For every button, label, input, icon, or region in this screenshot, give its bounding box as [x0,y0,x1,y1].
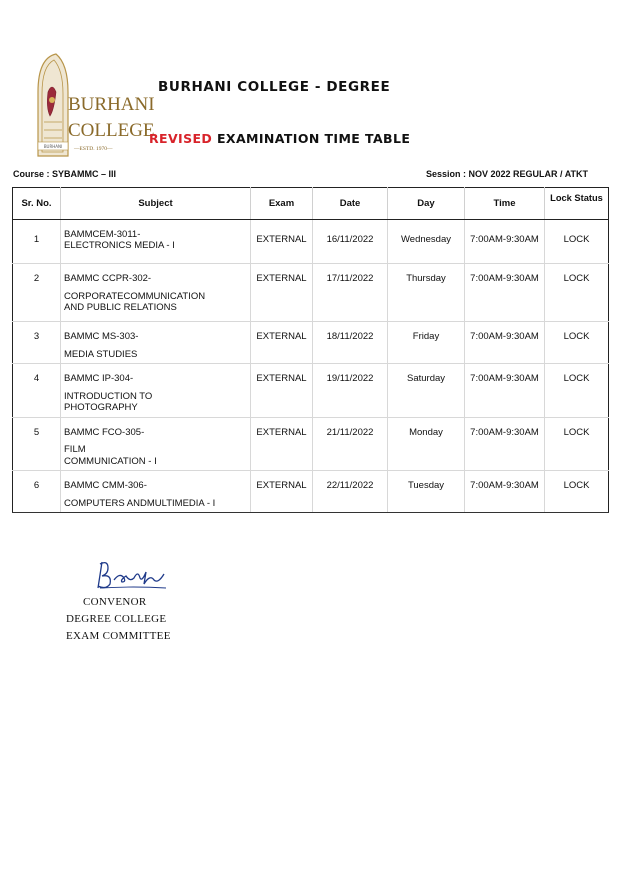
day-cell: Friday [388,322,465,364]
college-logo [30,52,155,158]
sr-no-cell: 3 [13,322,61,364]
exam-cell: EXTERNAL [251,220,313,264]
date-cell: 18/11/2022 [313,322,388,364]
subject-cell [61,417,251,471]
subject-code: BAMMCEM-3011- [64,228,141,240]
session-label: Session : NOV 2022 REGULAR / ATKT [426,169,589,179]
subject-cell [61,322,251,364]
sr-no-cell: 4 [13,364,61,418]
convenor-label: CONVENOR [83,596,147,608]
col-header-date: Date [313,188,388,220]
subject-name: MEDIA STUDIES [64,348,138,360]
time-cell: 7:00AM-9:30AM [465,471,545,513]
exam-cell: EXTERNAL [251,264,313,322]
subject-name: ELECTRONICS MEDIA - I [64,240,175,251]
day-cell: Saturday [388,364,465,418]
col-header-day: Day [388,188,465,220]
subject-name: COMPUTERS ANDMULTIMEDIA - I [64,497,216,509]
subject-cell [61,471,251,513]
table-header-row [13,188,609,220]
day-cell: Thursday [388,264,465,322]
degree-college-label: DEGREE COLLEGE [66,613,167,625]
subject-cell [61,264,251,322]
lock-status-cell: LOCK [545,471,609,513]
exam-committee-label: EXAM COMMITTEE [66,630,171,642]
sr-no-cell: 5 [13,417,61,471]
day-cell: Tuesday [388,471,465,513]
col-header-sr-no: Sr. No. [13,188,61,220]
subject-code: BAMMC IP-304- [64,373,134,384]
exam-cell: EXTERNAL [251,364,313,418]
lock-status-cell: LOCK [545,417,609,471]
col-header-time: Time [465,188,545,220]
date-cell: 16/11/2022 [313,220,388,264]
svg-text:BURHANI: BURHANI [43,144,63,149]
college-name: BURHANI COLLEGE - DEGREE [158,79,391,95]
exam-cell: EXTERNAL [251,417,313,471]
day-cell: Monday [388,417,465,471]
logo-estd: —ESTD. 1970— [74,146,113,152]
subject-code: BAMMC FCO-305- [64,426,145,438]
revised-label: REVISED [149,131,213,146]
time-cell: 7:00AM-9:30AM [465,264,545,322]
timetable-title [149,131,410,146]
date-cell: 19/11/2022 [313,364,388,418]
date-cell: 22/11/2022 [313,471,388,513]
time-cell: 7:00AM-9:30AM [465,322,545,364]
time-cell: 7:00AM-9:30AM [465,364,545,418]
subject-cell [61,220,251,264]
timetable-title-text: EXAMINATION TIME TABLE [212,131,411,146]
exam-timetable [12,187,609,513]
sr-no-cell: 2 [13,264,61,322]
table-row [13,417,609,471]
time-cell: 7:00AM-9:30AM [465,220,545,264]
table-row [13,220,609,264]
subject-name: INTRODUCTION TO PHOTOGRAPHY [64,390,153,413]
table-row [13,264,609,322]
subject-code: BAMMC CCPR-302- [64,273,152,284]
logo-text-burhani: BURHANI [68,94,155,115]
course-label: Course : SYBAMMC – III [13,169,117,179]
exam-cell: EXTERNAL [251,322,313,364]
subject-name: FILM COMMUNICATION - I [64,444,157,467]
sr-no-cell: 6 [13,471,61,513]
subject-code: BAMMC MS-303- [64,331,139,342]
lock-status-cell: LOCK [545,322,609,364]
table-row [13,364,609,418]
date-cell: 21/11/2022 [313,417,388,471]
subject-code: BAMMC CMM-306- [64,480,147,491]
table-row [13,471,609,513]
lock-status-cell: LOCK [545,364,609,418]
lock-status-cell: LOCK [545,264,609,322]
exam-cell: EXTERNAL [251,471,313,513]
col-header-exam: Exam [251,188,313,220]
logo-text-college: COLLEGE [68,120,155,141]
col-header-subject: Subject [61,188,251,220]
col-header-lock-status: Lock Status [545,188,609,220]
day-cell: Wednesday [388,220,465,264]
sr-no-cell: 1 [13,220,61,264]
table-row [13,322,609,364]
time-cell: 7:00AM-9:30AM [465,417,545,471]
lock-status-cell: LOCK [545,220,609,264]
convenor-signature [94,558,174,592]
subject-cell [61,364,251,418]
date-cell: 17/11/2022 [313,264,388,322]
subject-name: CORPORATECOMMUNICATION AND PUBLIC RELATIONS [64,290,206,313]
